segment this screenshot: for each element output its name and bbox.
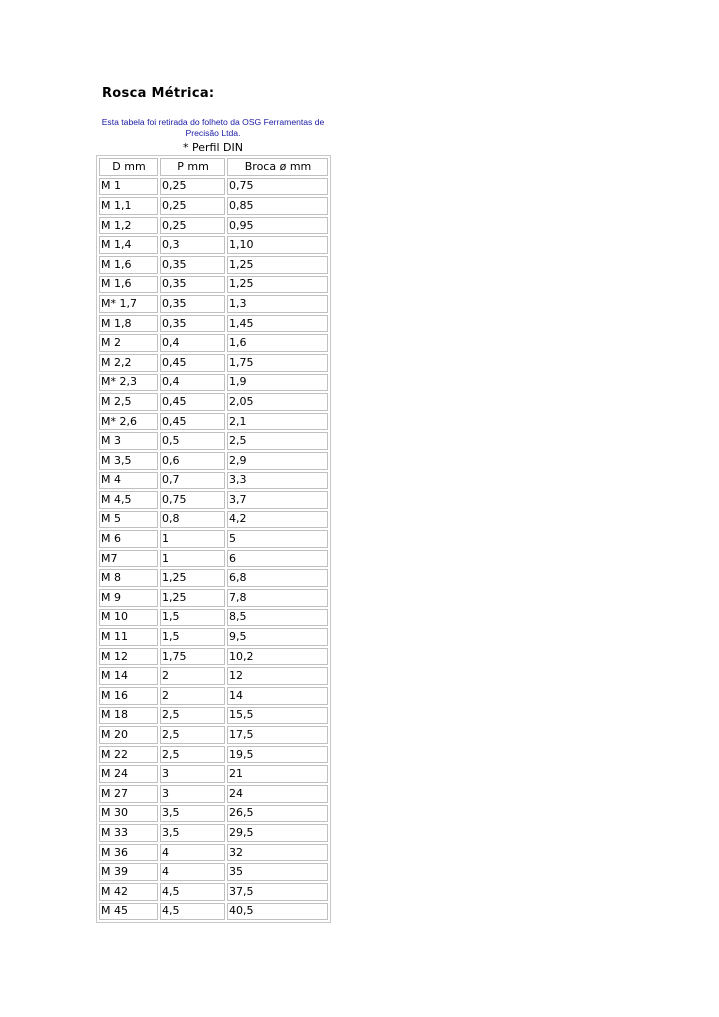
metric-thread-table [96, 155, 331, 923]
cell-pitch: 3 [160, 785, 225, 803]
cell-pitch: 0,35 [160, 295, 225, 313]
table-row [99, 354, 328, 372]
cell-pitch: 1,25 [160, 589, 225, 607]
cell-pitch: 0,3 [160, 236, 225, 254]
table-row [99, 628, 328, 646]
cell-drill: 19,5 [227, 746, 328, 764]
cell-drill: 1,6 [227, 334, 328, 352]
table-row [99, 824, 328, 842]
cell-diameter: M 6 [99, 530, 158, 548]
cell-diameter: M 2,5 [99, 393, 158, 411]
cell-drill: 12 [227, 667, 328, 685]
table-row [99, 530, 328, 548]
cell-drill: 1,10 [227, 236, 328, 254]
cell-diameter: M 39 [99, 863, 158, 881]
cell-drill: 0,75 [227, 178, 328, 196]
cell-pitch: 2 [160, 667, 225, 685]
table-row [99, 511, 328, 529]
cell-pitch: 3 [160, 765, 225, 783]
table-row [99, 452, 328, 470]
cell-pitch: 0,7 [160, 472, 225, 490]
cell-pitch: 0,35 [160, 315, 225, 333]
table-row [99, 726, 328, 744]
cell-pitch: 2,5 [160, 746, 225, 764]
table-header [99, 158, 328, 176]
cell-diameter: M 30 [99, 805, 158, 823]
cell-pitch: 1,5 [160, 609, 225, 627]
cell-diameter: M 11 [99, 628, 158, 646]
cell-pitch: 0,4 [160, 374, 225, 392]
cell-drill: 4,2 [227, 511, 328, 529]
table-row [99, 765, 328, 783]
cell-drill: 6 [227, 550, 328, 568]
cell-diameter: M 36 [99, 844, 158, 862]
cell-drill: 2,5 [227, 432, 328, 450]
cell-drill: 1,3 [227, 295, 328, 313]
table-row [99, 217, 328, 235]
cell-pitch: 0,25 [160, 178, 225, 196]
cell-pitch: 2,5 [160, 707, 225, 725]
table-header-row [99, 158, 328, 176]
cell-drill: 0,95 [227, 217, 328, 235]
cell-diameter: M 16 [99, 687, 158, 705]
cell-drill: 2,1 [227, 413, 328, 431]
table-row [99, 295, 328, 313]
cell-drill: 1,45 [227, 315, 328, 333]
cell-drill: 1,25 [227, 256, 328, 274]
cell-diameter: M 18 [99, 707, 158, 725]
cell-pitch: 0,75 [160, 491, 225, 509]
table-body [99, 178, 328, 921]
table-row [99, 432, 328, 450]
table-row [99, 785, 328, 803]
table-row [99, 472, 328, 490]
cell-diameter: M 2 [99, 334, 158, 352]
cell-pitch: 0,8 [160, 511, 225, 529]
table-row [99, 667, 328, 685]
cell-pitch: 4,5 [160, 883, 225, 901]
cell-drill: 3,3 [227, 472, 328, 490]
table-row [99, 589, 328, 607]
source-note: Esta tabela foi retirada do folheto da OSG Ferramentas de Precisão Ltda. [101, 117, 325, 138]
cell-drill: 35 [227, 863, 328, 881]
table-row [99, 903, 328, 921]
table-row [99, 746, 328, 764]
table-row [99, 236, 328, 254]
cell-pitch: 1 [160, 530, 225, 548]
cell-diameter: M 12 [99, 648, 158, 666]
cell-drill: 21 [227, 765, 328, 783]
cell-pitch: 0,5 [160, 432, 225, 450]
header-diameter: D mm [99, 158, 158, 176]
table-row [99, 334, 328, 352]
cell-diameter: M 9 [99, 589, 158, 607]
cell-pitch: 2 [160, 687, 225, 705]
cell-drill: 9,5 [227, 628, 328, 646]
table-row [99, 550, 328, 568]
cell-diameter: M 4 [99, 472, 158, 490]
cell-drill: 3,7 [227, 491, 328, 509]
cell-diameter: M 1,6 [99, 256, 158, 274]
cell-pitch: 1,75 [160, 648, 225, 666]
table-row [99, 863, 328, 881]
cell-drill: 5 [227, 530, 328, 548]
cell-diameter: M 1,8 [99, 315, 158, 333]
table-row [99, 687, 328, 705]
cell-diameter: M* 2,3 [99, 374, 158, 392]
cell-diameter: M 33 [99, 824, 158, 842]
cell-pitch: 0,35 [160, 276, 225, 294]
table-row [99, 178, 328, 196]
cell-drill: 17,5 [227, 726, 328, 744]
table-row [99, 883, 328, 901]
cell-pitch: 3,5 [160, 805, 225, 823]
table-row [99, 805, 328, 823]
cell-drill: 2,05 [227, 393, 328, 411]
cell-pitch: 0,45 [160, 413, 225, 431]
cell-pitch: 0,35 [160, 256, 225, 274]
profile-note: * Perfil DIN [183, 141, 243, 154]
table-row [99, 569, 328, 587]
table-row [99, 648, 328, 666]
table-row [99, 374, 328, 392]
cell-drill: 0,85 [227, 197, 328, 215]
cell-diameter: M 10 [99, 609, 158, 627]
cell-drill: 1,25 [227, 276, 328, 294]
cell-pitch: 3,5 [160, 824, 225, 842]
cell-pitch: 1,25 [160, 569, 225, 587]
cell-drill: 1,75 [227, 354, 328, 372]
table-row [99, 256, 328, 274]
cell-diameter: M 45 [99, 903, 158, 921]
cell-drill: 14 [227, 687, 328, 705]
cell-diameter: M 1,6 [99, 276, 158, 294]
cell-diameter: M 8 [99, 569, 158, 587]
cell-drill: 40,5 [227, 903, 328, 921]
cell-pitch: 0,45 [160, 393, 225, 411]
cell-pitch: 2,5 [160, 726, 225, 744]
header-pitch: P mm [160, 158, 225, 176]
cell-diameter: M 1,2 [99, 217, 158, 235]
cell-drill: 8,5 [227, 609, 328, 627]
cell-drill: 26,5 [227, 805, 328, 823]
cell-pitch: 0,25 [160, 197, 225, 215]
cell-diameter: M 1 [99, 178, 158, 196]
cell-diameter: M7 [99, 550, 158, 568]
cell-pitch: 1 [160, 550, 225, 568]
cell-diameter: M* 1,7 [99, 295, 158, 313]
cell-drill: 29,5 [227, 824, 328, 842]
cell-diameter: M 4,5 [99, 491, 158, 509]
table-row [99, 609, 328, 627]
cell-pitch: 1,5 [160, 628, 225, 646]
cell-diameter: M 3 [99, 432, 158, 450]
cell-diameter: M* 2,6 [99, 413, 158, 431]
cell-diameter: M 14 [99, 667, 158, 685]
table-row [99, 491, 328, 509]
table-row [99, 276, 328, 294]
cell-pitch: 4 [160, 863, 225, 881]
cell-drill: 7,8 [227, 589, 328, 607]
cell-pitch: 0,25 [160, 217, 225, 235]
cell-drill: 2,9 [227, 452, 328, 470]
cell-drill: 6,8 [227, 569, 328, 587]
cell-diameter: M 3,5 [99, 452, 158, 470]
cell-diameter: M 22 [99, 746, 158, 764]
table-row [99, 707, 328, 725]
cell-diameter: M 1,4 [99, 236, 158, 254]
cell-diameter: M 5 [99, 511, 158, 529]
cell-drill: 24 [227, 785, 328, 803]
cell-diameter: M 27 [99, 785, 158, 803]
header-drill: Broca ø mm [227, 158, 328, 176]
cell-drill: 32 [227, 844, 328, 862]
table-row [99, 197, 328, 215]
cell-diameter: M 2,2 [99, 354, 158, 372]
cell-diameter: M 42 [99, 883, 158, 901]
cell-drill: 10,2 [227, 648, 328, 666]
page-title: Rosca Métrica: [102, 86, 215, 101]
cell-drill: 37,5 [227, 883, 328, 901]
cell-pitch: 0,6 [160, 452, 225, 470]
cell-pitch: 0,45 [160, 354, 225, 372]
cell-drill: 15,5 [227, 707, 328, 725]
cell-drill: 1,9 [227, 374, 328, 392]
cell-pitch: 4 [160, 844, 225, 862]
table-row [99, 393, 328, 411]
cell-diameter: M 20 [99, 726, 158, 744]
cell-pitch: 0,4 [160, 334, 225, 352]
cell-pitch: 4,5 [160, 903, 225, 921]
table-row [99, 844, 328, 862]
cell-diameter: M 24 [99, 765, 158, 783]
cell-diameter: M 1,1 [99, 197, 158, 215]
table-row [99, 413, 328, 431]
table-row [99, 315, 328, 333]
